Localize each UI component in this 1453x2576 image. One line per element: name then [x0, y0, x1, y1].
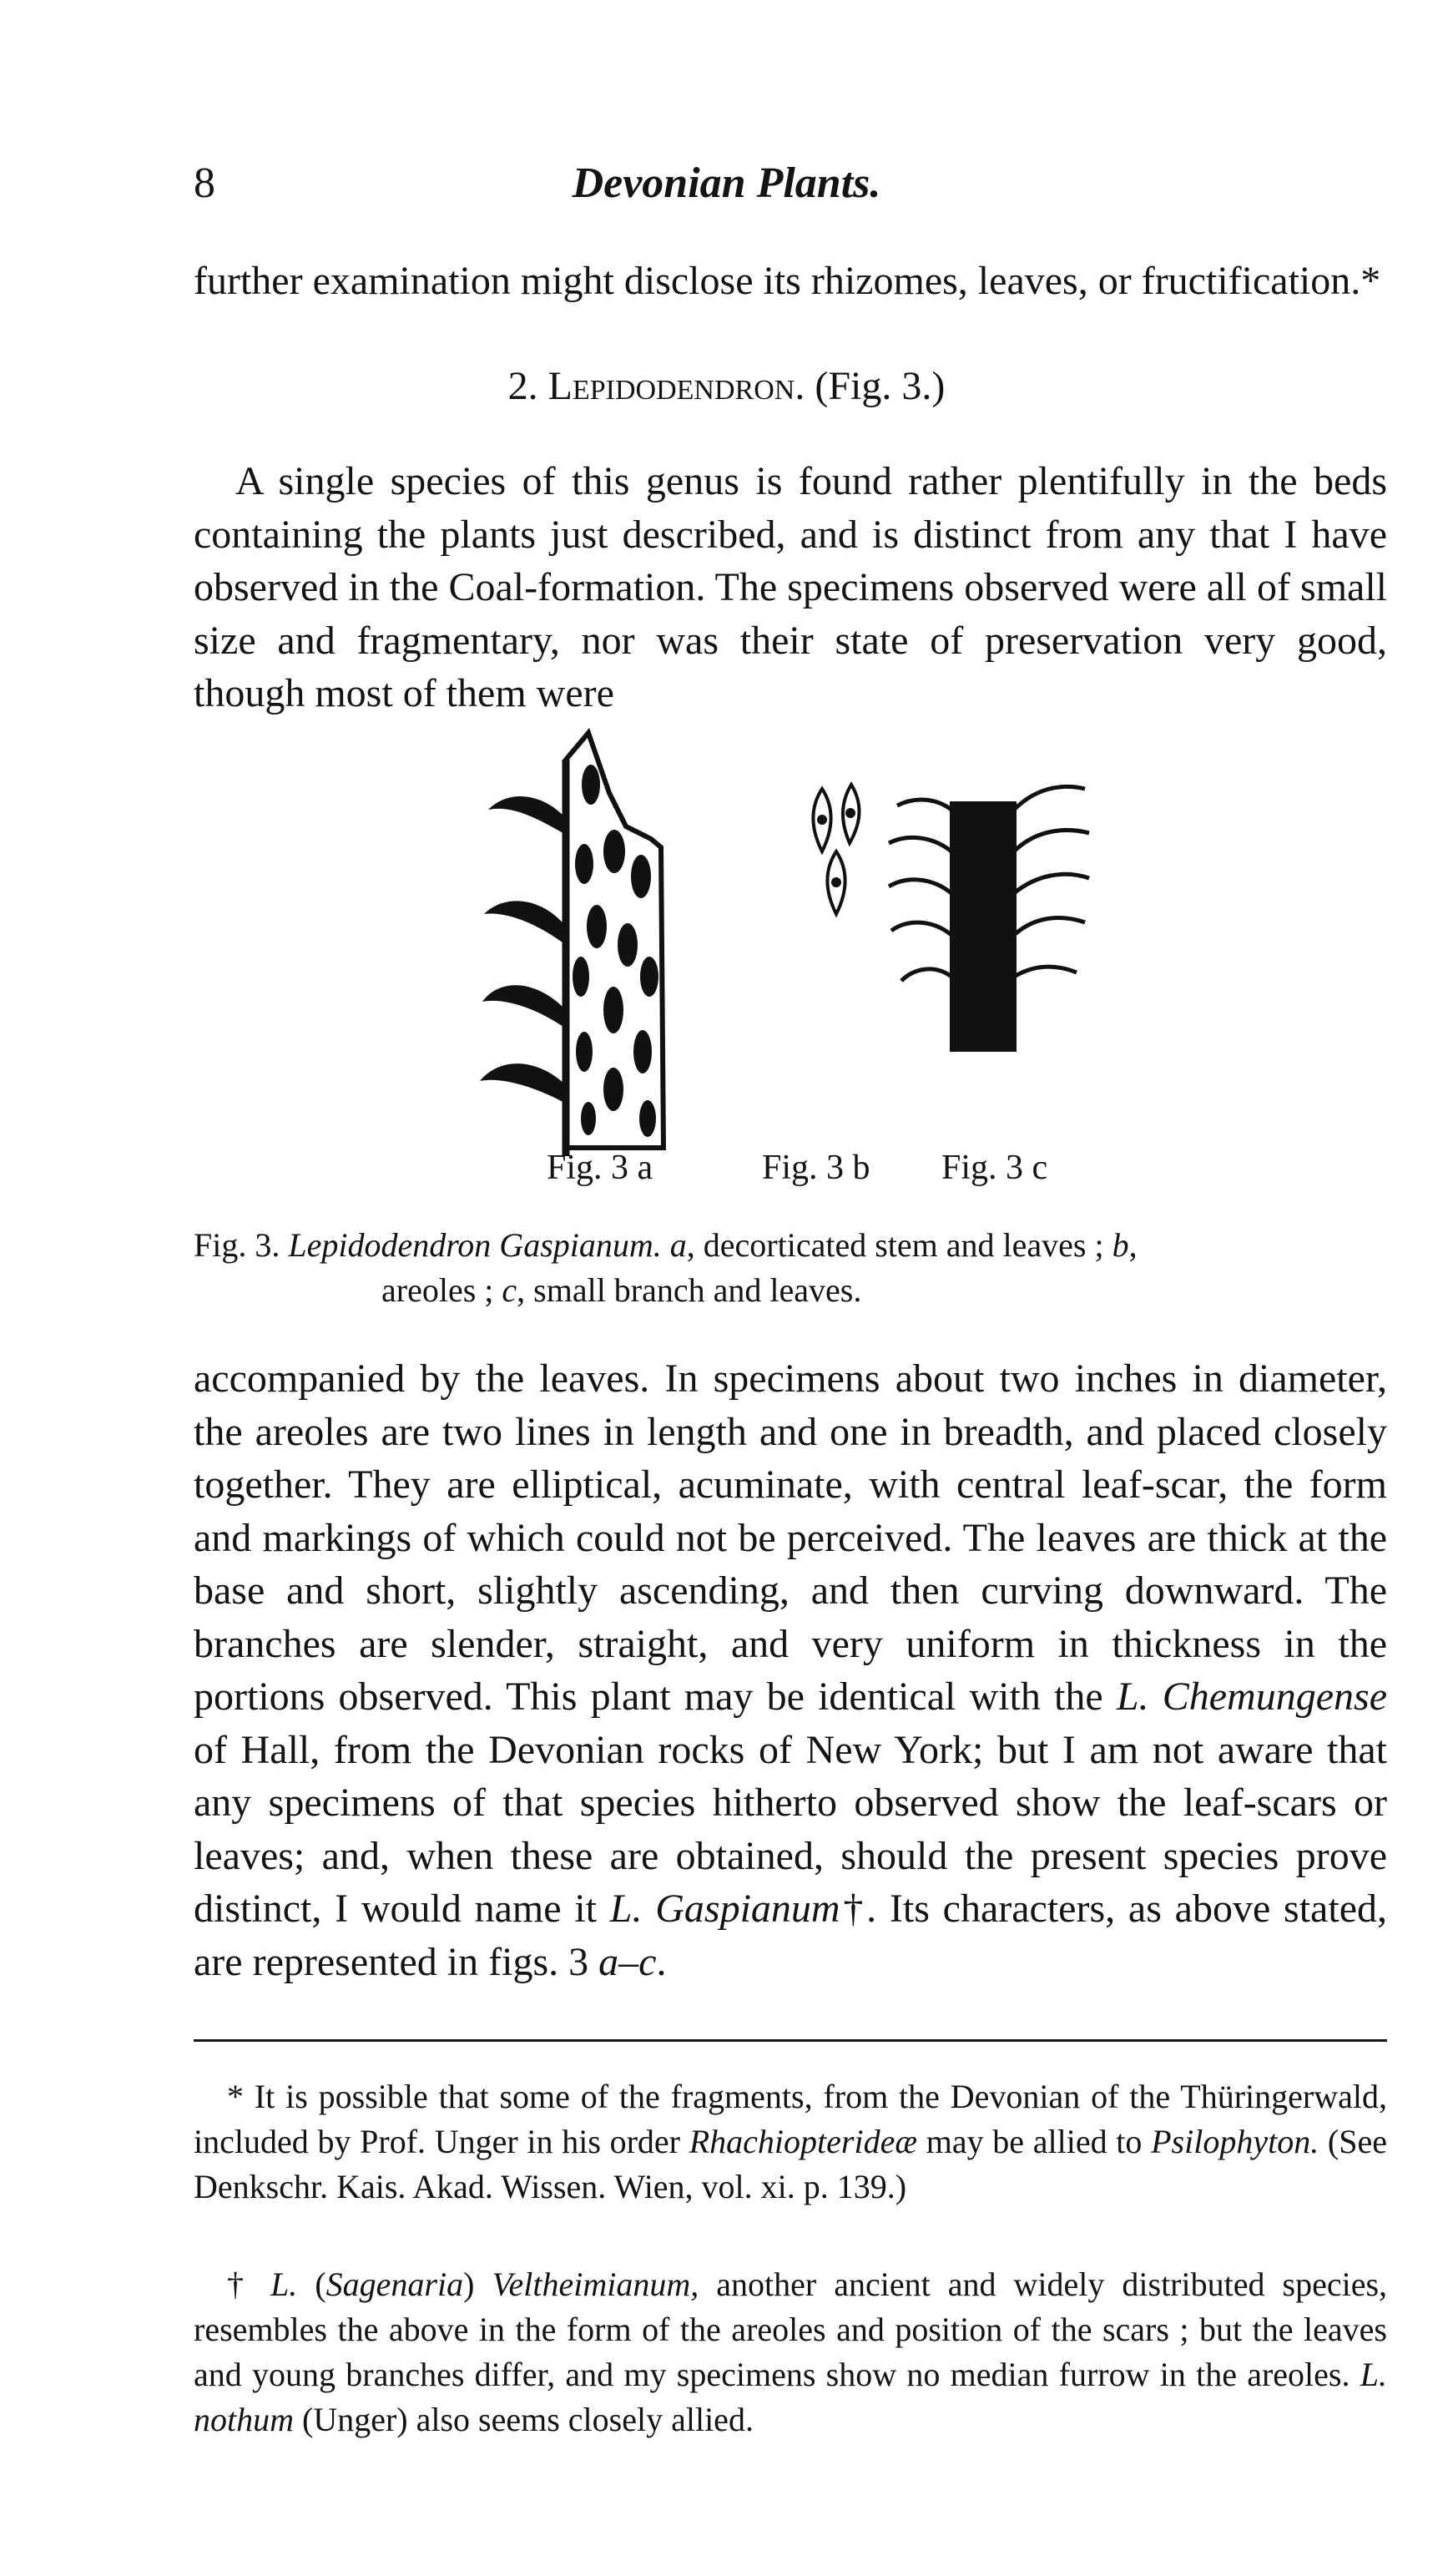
fn2-genus-abbrev: L.: [270, 2265, 298, 2303]
paragraph-description: [194, 1352, 1387, 1988]
caption-a-marker: a: [661, 1226, 687, 1264]
lepidodendron-figure: [451, 726, 1202, 1160]
fig-3a-decorticated-stem-illustration: [480, 733, 663, 1156]
figure-label-3b: Fig. 3 b: [762, 1149, 870, 1187]
caption-a-text: , decorticated stem and leaves ;: [686, 1226, 1112, 1264]
caption-lead: Fig. 3.: [194, 1226, 289, 1264]
section-heading: [0, 363, 1453, 409]
fig-3c-small-branch-illustration: [889, 786, 1089, 1052]
fn1-text-1: * It is possible that some of the fragments, from the Devonian of the Thüringerwald, included by Prof. Unger in his order: [194, 2078, 1387, 2160]
para3-text-3: †. Its characters, as above stated, are represented in figs. 3: [194, 1887, 1387, 1984]
para3-text-1: accompanied by the leaves. In specimens about two inches in diameter, the areoles are two lines in length and one in breadth, and placed closely together. They are elliptical, acuminate, with central leaf-scar, the form and markings of which could not be perceived. The leaves are thick at the base and short, slightly ascending, and then curving downward. The branches are slender, straight, and very uniform in thickness in the portions observed. This plant may be identical with the: [194, 1356, 1387, 1719]
paragraph-continuation: further examination might disclose its rhizomes, leaves, or fructification.*: [194, 259, 1381, 303]
page-number: 8: [194, 159, 215, 207]
caption-b-marker: b: [1112, 1226, 1129, 1264]
fn2-species-veltheimianum: Veltheimianum,: [492, 2265, 699, 2303]
fn2-text-4: another ancient and widely distributed species, resembles the above in the form of the areoles and position of the scars ; but the leaves and young branches differ, and my specimens show no median furrow in the areoles.: [194, 2265, 1388, 2393]
section-figure-ref: (Fig. 3.): [805, 364, 946, 408]
caption-line2a: areoles ;: [381, 1271, 502, 1309]
fn1-order-name: Rhachiopterideæ: [689, 2123, 917, 2160]
fn1-genus-name: Psilophyton.: [1151, 2123, 1319, 2160]
fn1-text-2: may be allied to: [917, 2123, 1152, 2160]
caption-b-text: ,: [1128, 1226, 1138, 1264]
species-gaspianum: L. Gaspianum: [609, 1887, 840, 1931]
paragraph-lepidodendron-intro: A single species of this genus is found rather plentifully in the beds containing the plants just described, and is distinct from any that I have observed in the Coal-formation. The specimens observed were all of small size and fragmentary, nor was their state of preservation very good, though most of them were: [194, 459, 1387, 715]
section-genus-name: Lepidodendron.: [547, 364, 805, 408]
figure-label-3c: Fig. 3 c: [941, 1149, 1048, 1187]
para3-text-4: .: [656, 1939, 667, 1984]
caption-c-marker: c: [502, 1271, 517, 1309]
footnote-dagger: [194, 2262, 1387, 2442]
fn2-text-1: †: [227, 2265, 271, 2303]
fn2-subgenus: Sagenaria: [325, 2265, 464, 2303]
fn2-text-2: (: [297, 2265, 326, 2303]
figure-range: a–c: [598, 1939, 657, 1984]
section-number: 2.: [507, 364, 548, 408]
fn1-text-3: (See Denkschr. Kais. Akad. Wissen. Wien, vol. xi. p. 139.): [194, 2123, 1387, 2205]
figure-label-3a: Fig. 3 a: [547, 1149, 653, 1187]
caption-line2b: , small branch and leaves.: [517, 1271, 862, 1309]
fn2-text-3: ): [463, 2265, 492, 2303]
fig-3b-areoles-illustration: [813, 785, 859, 914]
figure-caption: [194, 1223, 1387, 1313]
para3-text-2: of Hall, from the Devonian rocks of New York; but I am not aware that any specimens of that species hitherto observed show the leaf-scars or leaves; and, when these are obtained, should the present species prove distinct, I would name it: [194, 1727, 1387, 1931]
footnote-asterisk: [194, 2074, 1387, 2210]
fn2-species-nothum: L. nothum: [194, 2356, 1387, 2438]
fn2-text-5: (Unger) also seems closely allied.: [294, 2401, 754, 2438]
running-title: Devonian Plants.: [572, 159, 881, 207]
species-chemungense: L. Chemungense: [1116, 1674, 1388, 1719]
caption-species: Lepidodendron Gaspianum.: [288, 1226, 662, 1264]
footnote-divider: [194, 2039, 1387, 2042]
